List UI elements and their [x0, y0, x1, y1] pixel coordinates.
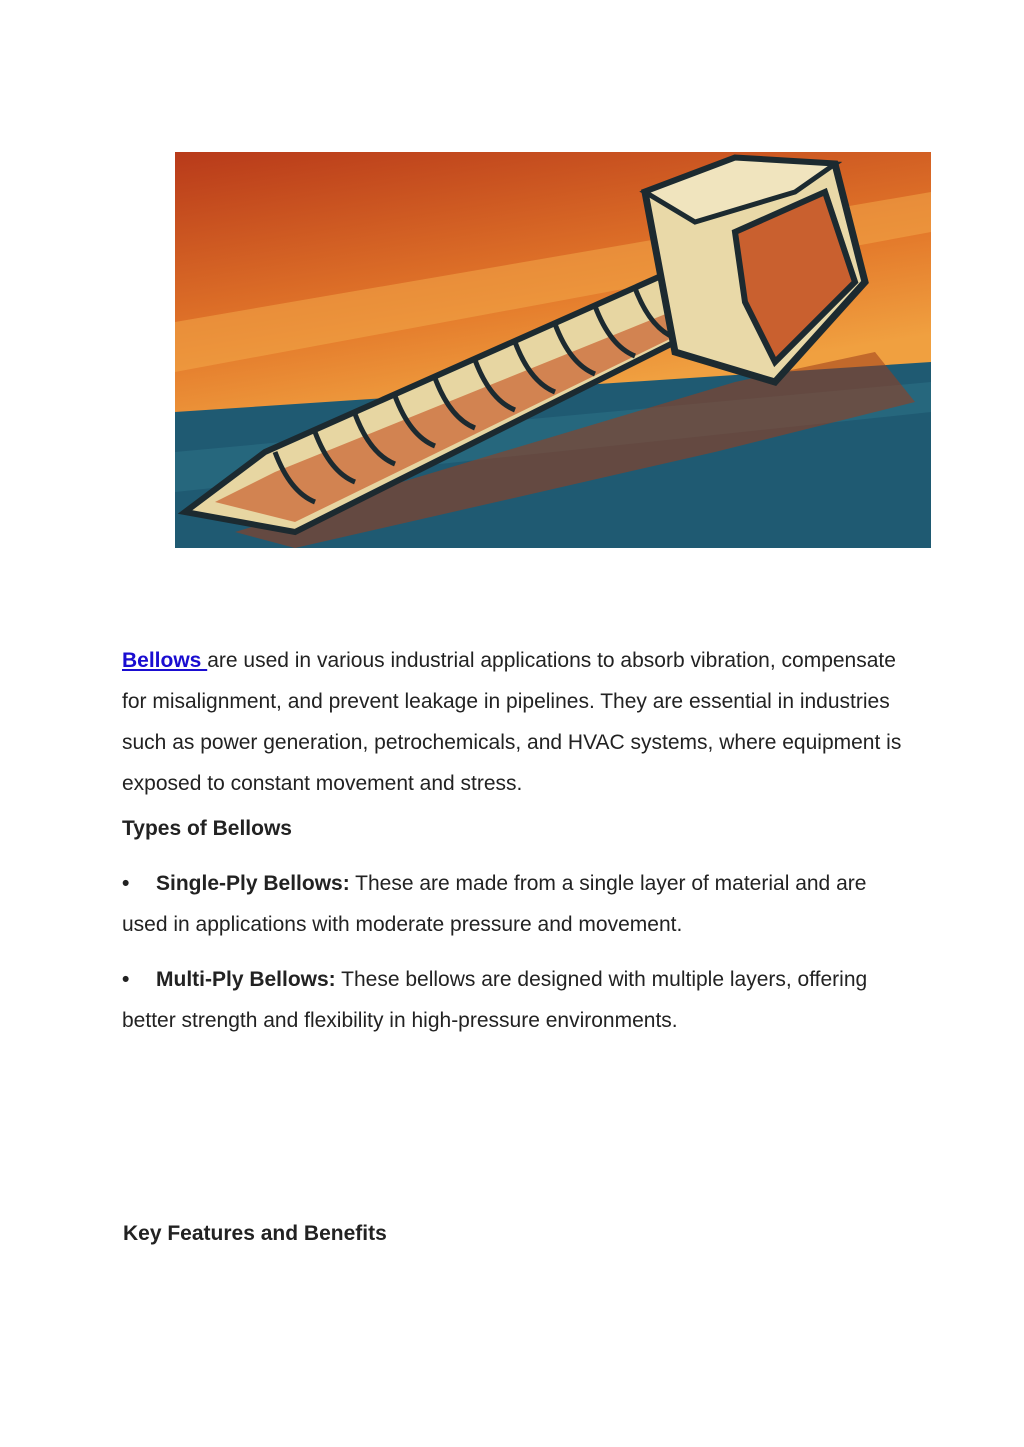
hero-image — [175, 152, 931, 548]
bullet-text: These are made from a single layer of material and are used in applications with moderate pressure and movement. — [122, 872, 867, 936]
bullet-marker: • — [122, 968, 130, 991]
types-heading: Types of Bellows — [122, 817, 292, 840]
bullet-text: These bellows are designed with multiple layers, offering better strength and flexibility in high-pressure environments. — [122, 968, 868, 1032]
intro-paragraph — [122, 640, 902, 804]
bullet-marker: • — [122, 872, 130, 895]
bullet-title: Single-Ply Bellows: — [156, 872, 350, 895]
bullet-title: Multi-Ply Bellows: — [156, 968, 336, 991]
article-body — [122, 640, 902, 1041]
key-features-heading: Key Features and Benefits — [123, 1222, 387, 1245]
list-item — [122, 863, 902, 945]
screw-illustration-icon — [175, 152, 931, 548]
list-item — [122, 959, 902, 1041]
bellows-link[interactable]: Bellows — [122, 649, 208, 672]
intro-text: are used in various industrial applications to absorb vibration, compensate for misalignment, and prevent leakage in pipelines. They are essential in industries such as power generation, petrochemicals, and HVAC systems, where equipment is exposed to constant movement and stress. — [122, 649, 902, 795]
